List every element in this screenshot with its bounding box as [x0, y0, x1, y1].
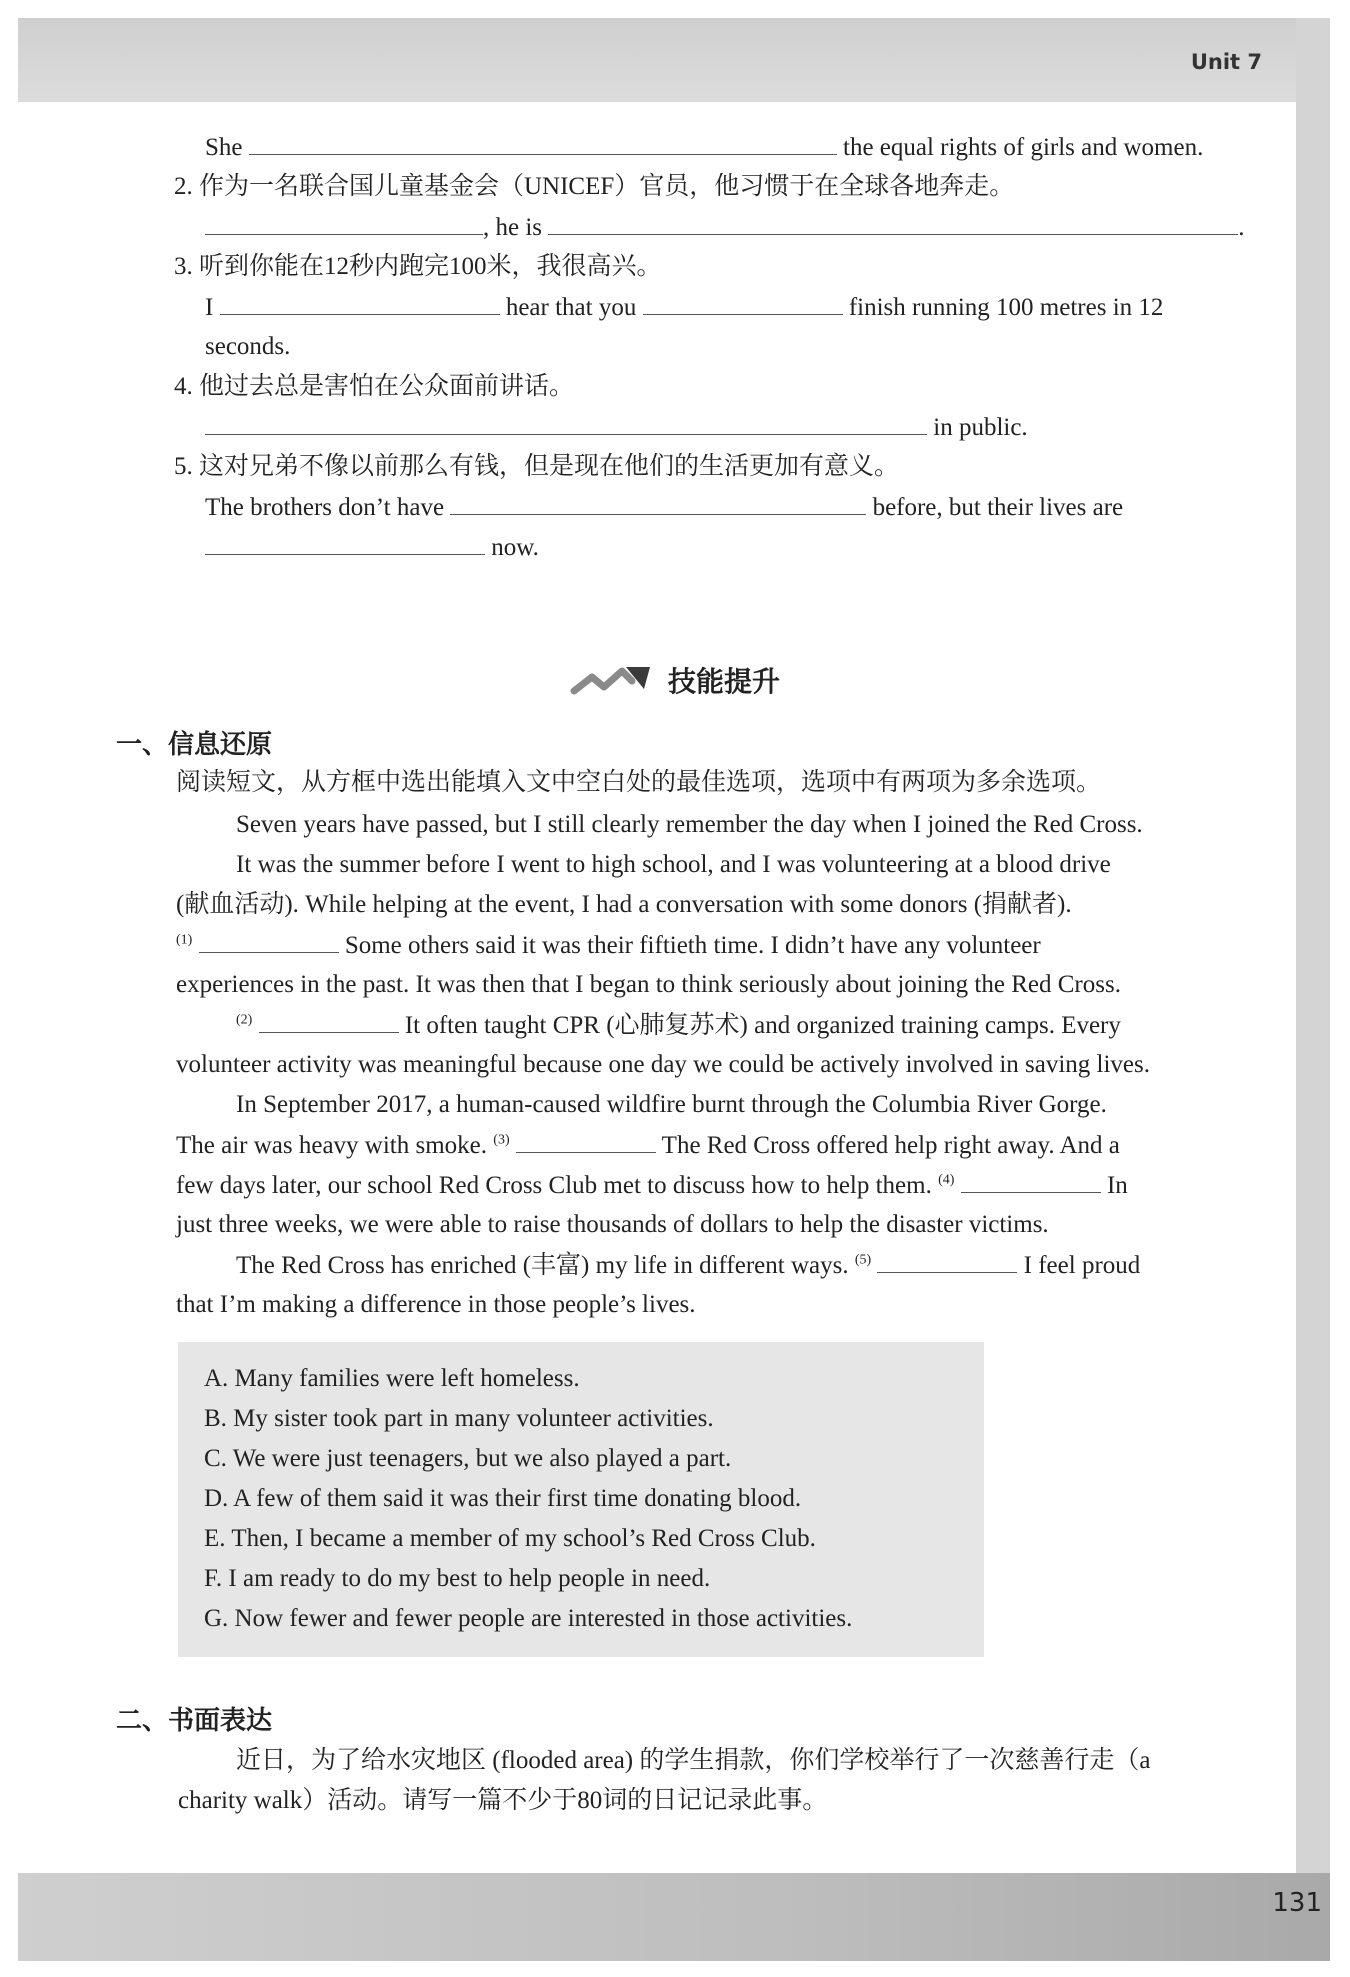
section2-prompt-line: 近日，为了给水灾地区 (flooded area) 的学生捐款，你们学校举行了一次慈善行走（a: [236, 1747, 1151, 1774]
option-f[interactable]: F. I am ready to do my best to help people in need.: [204, 1565, 711, 1592]
unit-label: Unit 7: [1190, 50, 1262, 74]
passage-line: few days later, our school Red Cross Club met to discuss how to help them. $^{(4)}$ In: [176, 1172, 1128, 1199]
answer-blank[interactable]: [249, 132, 837, 155]
item3-prompt: 3. 听到你能在12秒内跑完100米，我很高兴。: [174, 253, 662, 280]
passage-line: experiences in the past. It was then that I began to think seriously about joining the Red Cross.: [176, 971, 1121, 998]
answer-blank[interactable]: [643, 292, 843, 315]
blank-number: (5): [854, 1252, 872, 1268]
banner-title: 技能提升: [668, 665, 781, 698]
item1-line: She the equal rights of girls and women.: [205, 134, 1204, 161]
passage-line: (献血活动). While helping at the event, I had a conversation with some donors (捐献者).: [176, 891, 1072, 918]
answer-blank-1[interactable]: [199, 930, 339, 953]
item3-answer-line: I hear that you finish running 100 metres in 12: [205, 294, 1164, 321]
item5-answer-line: The brothers don’t have before, but their lives are: [205, 494, 1124, 521]
option-b[interactable]: B. My sister took part in many volunteer activities.: [204, 1405, 714, 1432]
item5-prompt: 5. 这对兄弟不像以前那么有钱，但是现在他们的生活更加有意义。: [174, 453, 900, 480]
passage-line: $^{(2)}$ It often taught CPR (心肺复苏术) and organized training camps. Every: [236, 1012, 1121, 1039]
page-number: 131: [1272, 1888, 1322, 1918]
item2-prompt: 2. 作为一名联合国儿童基金会（UNICEF）官员，他习惯于在全球各地奔走。: [174, 173, 1015, 200]
passage-line: The Red Cross has enriched (丰富) my life in different ways. $^{(5)}$ I feel proud: [236, 1252, 1141, 1279]
passage-line: just three weeks, we were able to raise thousands of dollars to help the disaster victims.: [176, 1211, 1049, 1238]
item2-answer-line: , he is .: [205, 212, 1245, 243]
answer-blank-3[interactable]: [516, 1130, 656, 1153]
blank-number: (1): [176, 932, 193, 948]
section1-instruction: 阅读短文，从方框中选出能填入文中空白处的最佳选项，选项中有两项为多余选项。: [176, 769, 1102, 796]
item4-answer-line: in public.: [205, 412, 1028, 443]
item5-continuation-line: now.: [205, 532, 539, 563]
passage-line: In September 2017, a human-caused wildfire burnt through the Columbia River Gorge.: [236, 1091, 1107, 1118]
passage-line: It was the summer before I went to high school, and I was volunteering at a blood drive: [236, 851, 1111, 878]
section1-title: 一、信息还原: [116, 730, 273, 760]
answer-blank-2[interactable]: [259, 1010, 399, 1033]
passage-line: Seven years have passed, but I still clearly remember the day when I joined the Red Cross.: [236, 811, 1143, 838]
answer-blank[interactable]: [548, 212, 1238, 235]
answer-blank[interactable]: [220, 292, 500, 315]
passage-line: $^{(1)}$ Some others said it was their fiftieth time. I didn’t have any volunteer: [176, 932, 1041, 959]
answer-blank[interactable]: [205, 212, 483, 235]
answer-blank[interactable]: [205, 412, 927, 435]
item3-continuation: seconds.: [205, 333, 291, 360]
section2-prompt-line: charity walk）活动。请写一篇不少于80词的日记记录此事。: [178, 1787, 828, 1814]
option-a[interactable]: A. Many families were left homeless.: [204, 1365, 580, 1392]
passage-line: The air was heavy with smoke. $^{(3)}$ The Red Cross offered help right away. And a: [176, 1132, 1120, 1159]
skills-banner: [570, 660, 780, 700]
answer-blank-4[interactable]: [961, 1170, 1101, 1193]
option-e[interactable]: E. Then, I became a member of my school’s Red Cross Club.: [204, 1525, 816, 1552]
option-c[interactable]: C. We were just teenagers, but we also played a part.: [204, 1445, 732, 1472]
blank-number: (3): [493, 1132, 510, 1148]
answer-blank-5[interactable]: [877, 1250, 1017, 1273]
option-g[interactable]: G. Now fewer and fewer people are interested in those activities.: [204, 1605, 853, 1632]
option-d[interactable]: D. A few of them said it was their first time donating blood.: [204, 1485, 802, 1512]
answer-blank[interactable]: [205, 532, 485, 555]
section2-title: 二、书面表达: [116, 1706, 273, 1736]
passage-line: volunteer activity was meaningful because one day we could be actively involved in saving lives.: [176, 1051, 1151, 1078]
passage-line: that I’m making a difference in those people’s lives.: [176, 1291, 696, 1318]
item4-prompt: 4. 他过去总是害怕在公众面前讲话。: [174, 373, 575, 400]
answer-blank[interactable]: [450, 492, 866, 515]
blank-number: (4): [938, 1172, 955, 1188]
trend-arrow-icon: [570, 663, 654, 697]
blank-number: (2): [236, 1012, 253, 1028]
